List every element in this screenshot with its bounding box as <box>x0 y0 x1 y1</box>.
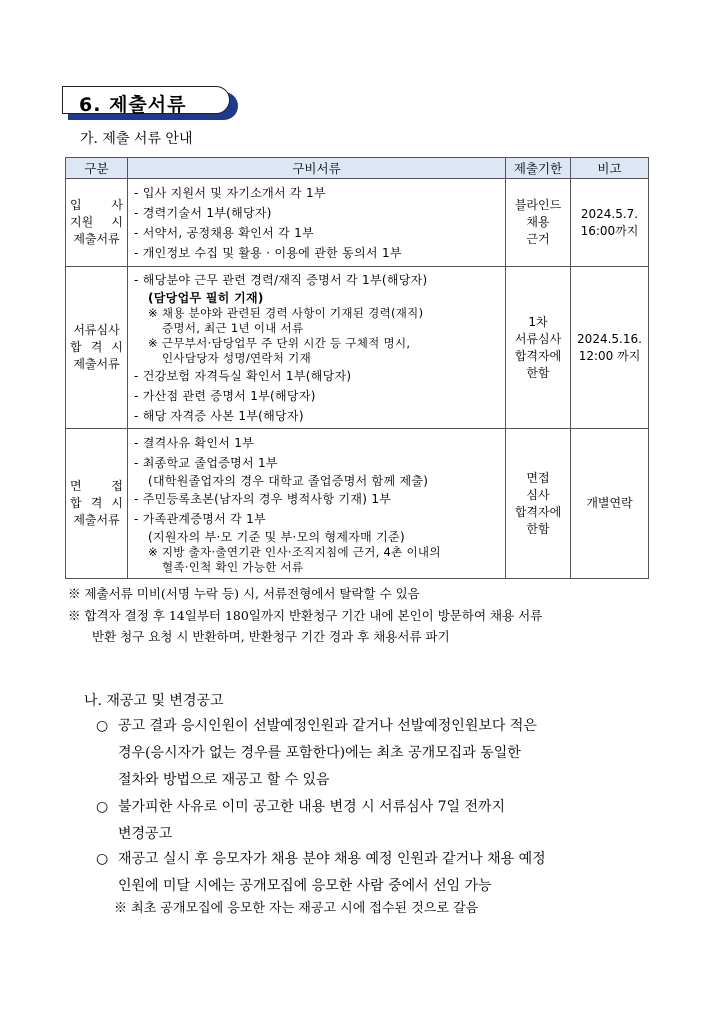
deadline-line: 블라인드 <box>514 198 562 212</box>
category-line: 제출서류 <box>73 513 120 527</box>
circle-bullet-icon: ○ <box>96 851 109 867</box>
footnote-2: ※ 합격자 결정 후 14일부터 180일까지 반환청구 기간 내에 본인이 방문하여 채용 서류 <box>68 608 543 623</box>
document-note: 인사담당자 성명/연락처 기재 <box>162 350 311 365</box>
deadline-line: 근거 <box>526 232 550 246</box>
document-item: - 개인정보 수집 및 활용 · 이용에 관한 동의서 1부 <box>134 245 402 260</box>
bullet-1-line-3: 절차와 방법으로 재공고 할 수 있음 <box>118 772 330 788</box>
remark-line: 2024.5.16. <box>577 331 642 346</box>
category-line: 면 접 <box>70 479 123 493</box>
deadline-line: 한함 <box>526 365 550 380</box>
deadline-line: 서류심사 <box>514 331 562 346</box>
row-category <box>66 179 128 267</box>
section-number: 6. <box>79 94 102 116</box>
category-line: 제출서류 <box>73 357 120 371</box>
bullet-3-line-1 <box>96 847 546 871</box>
document-item: - 입사 지원서 및 자기소개서 각 1부 <box>134 185 326 200</box>
document-item: - 최종학교 졸업증명서 1부 <box>134 455 278 470</box>
deadline-line: 합격자에 <box>514 348 562 363</box>
row-category <box>66 429 128 579</box>
category-line: 합 격 시 <box>70 496 123 510</box>
row-documents <box>128 267 506 429</box>
row-remark <box>571 179 649 267</box>
remark-line: 16:00까지 <box>580 223 639 238</box>
bullet-2-line-1 <box>96 795 505 819</box>
subheading-b: 나. 재공고 및 변경공고 <box>84 693 224 709</box>
row-documents <box>128 179 506 267</box>
section-title-text: 제출서류 <box>109 94 187 116</box>
bullet-text: 불가피한 사유로 이미 공고한 내용 변경 시 서류심사 7일 전까지 <box>118 799 506 815</box>
section-header-box <box>62 86 230 114</box>
header-remark: 비고 <box>571 158 649 179</box>
deadline-line: 채용 <box>526 215 550 229</box>
document-note: ※ 지방 출자·출연기관 인사·조직지침에 근거, 4촌 이내의 <box>148 544 441 559</box>
table-row <box>66 267 649 429</box>
deadline-line: 심사 <box>526 487 550 502</box>
row-documents <box>128 429 506 579</box>
subheading-a: 가. 제출 서류 안내 <box>80 131 193 147</box>
circle-bullet-icon: ○ <box>96 799 109 815</box>
final-note: ※ 최초 공개모집에 응모한 자는 재공고 시에 접수된 것으로 갈음 <box>114 901 479 916</box>
deadline-line: 1차 <box>528 314 548 329</box>
header-documents: 구비서류 <box>128 158 506 179</box>
document-item: - 주민등록초본(남자의 경우 병적사항 기재) 1부 <box>134 491 392 506</box>
row-deadline <box>506 267 571 429</box>
bullet-text: 재공고 실시 후 응모자가 채용 분야 채용 예정 인원과 같거나 채용 예정 <box>118 851 546 867</box>
document-item: - 해당 자격증 사본 1부(해당자) <box>134 408 304 423</box>
table-row <box>66 179 649 267</box>
row-remark <box>571 267 649 429</box>
category-line: 합 격 시 <box>70 340 123 354</box>
table-row <box>66 429 649 579</box>
row-deadline <box>506 429 571 579</box>
bullet-1-line-2: 경우(응시자가 없는 경우를 포함한다)에는 최초 공개모집과 동일한 <box>118 745 521 761</box>
row-deadline <box>506 179 571 267</box>
footnote-1: ※ 제출서류 미비(서명 누락 등) 시, 서류전형에서 탈락할 수 있음 <box>68 586 420 601</box>
document-note: ※ 근무부서·담당업무 주 단위 시간 등 구체적 명시, <box>148 335 411 350</box>
document-item: - 결격사유 확인서 1부 <box>134 435 255 450</box>
row-category <box>66 267 128 429</box>
circle-bullet-icon: ○ <box>96 718 109 734</box>
table-header-row <box>66 158 649 179</box>
bullet-2-line-2: 변경공고 <box>118 826 173 842</box>
document-item: - 가산점 관련 증명서 1부(해당자) <box>134 388 316 403</box>
remark-line: 12:00 까지 <box>578 348 641 363</box>
document-item: - 서약서, 공정채용 확인서 각 1부 <box>134 225 314 240</box>
document-note: ※ 채용 분야와 관련된 경력 사항이 기재된 경력(재직) <box>148 305 424 320</box>
document-item: - 가족관계증명서 각 1부 <box>134 511 266 526</box>
document-item: (지원자의 부·모 기준 및 부·모의 형제자매 기준) <box>148 529 405 544</box>
header-deadline: 제출기한 <box>506 158 571 179</box>
document-item: (담당업무 필히 기재) <box>148 290 264 305</box>
document-item: - 해당분야 근무 관련 경력/재직 증명서 각 1부(해당자) <box>134 272 428 287</box>
category-line: 지원 시 <box>70 215 123 229</box>
remark-line: 2024.5.7. <box>580 206 639 221</box>
document-note: 증명서, 최근 1년 이내 서류 <box>162 320 304 335</box>
category-line: 서류심사 <box>73 323 120 337</box>
section-header <box>62 86 238 120</box>
documents-table <box>65 157 649 579</box>
deadline-line: 합격자에 <box>514 504 562 519</box>
header-category: 구분 <box>66 158 128 179</box>
deadline-line: 한함 <box>526 521 550 536</box>
deadline-line: 면접 <box>526 470 550 485</box>
remark-line: 개별연락 <box>586 496 633 510</box>
category-line: 제출서류 <box>73 232 120 246</box>
bullet-text: 공고 결과 응시인원이 선발예정인원과 같거나 선발예정인원보다 적은 <box>118 718 537 734</box>
bullet-1-line-1 <box>96 714 537 738</box>
row-remark <box>571 429 649 579</box>
document-item: - 건강보험 자격득실 확인서 1부(해당자) <box>134 368 352 383</box>
category-line: 입 사 <box>70 198 123 212</box>
section-title <box>79 90 187 117</box>
document-item: (대학원졸업자의 경우 대학교 졸업증명서 함께 제출) <box>148 473 429 488</box>
document-note: 혈족·인척 확인 가능한 서류 <box>162 559 304 574</box>
bullet-3-line-2: 인원에 미달 시에는 공개모집에 응모한 사람 중에서 선임 가능 <box>118 878 492 894</box>
footnote-2-cont: 반환 청구 요청 시 반환하며, 반환청구 기간 경과 후 채용서류 파기 <box>92 629 450 644</box>
document-item: - 경력기술서 1부(해당자) <box>134 205 272 220</box>
